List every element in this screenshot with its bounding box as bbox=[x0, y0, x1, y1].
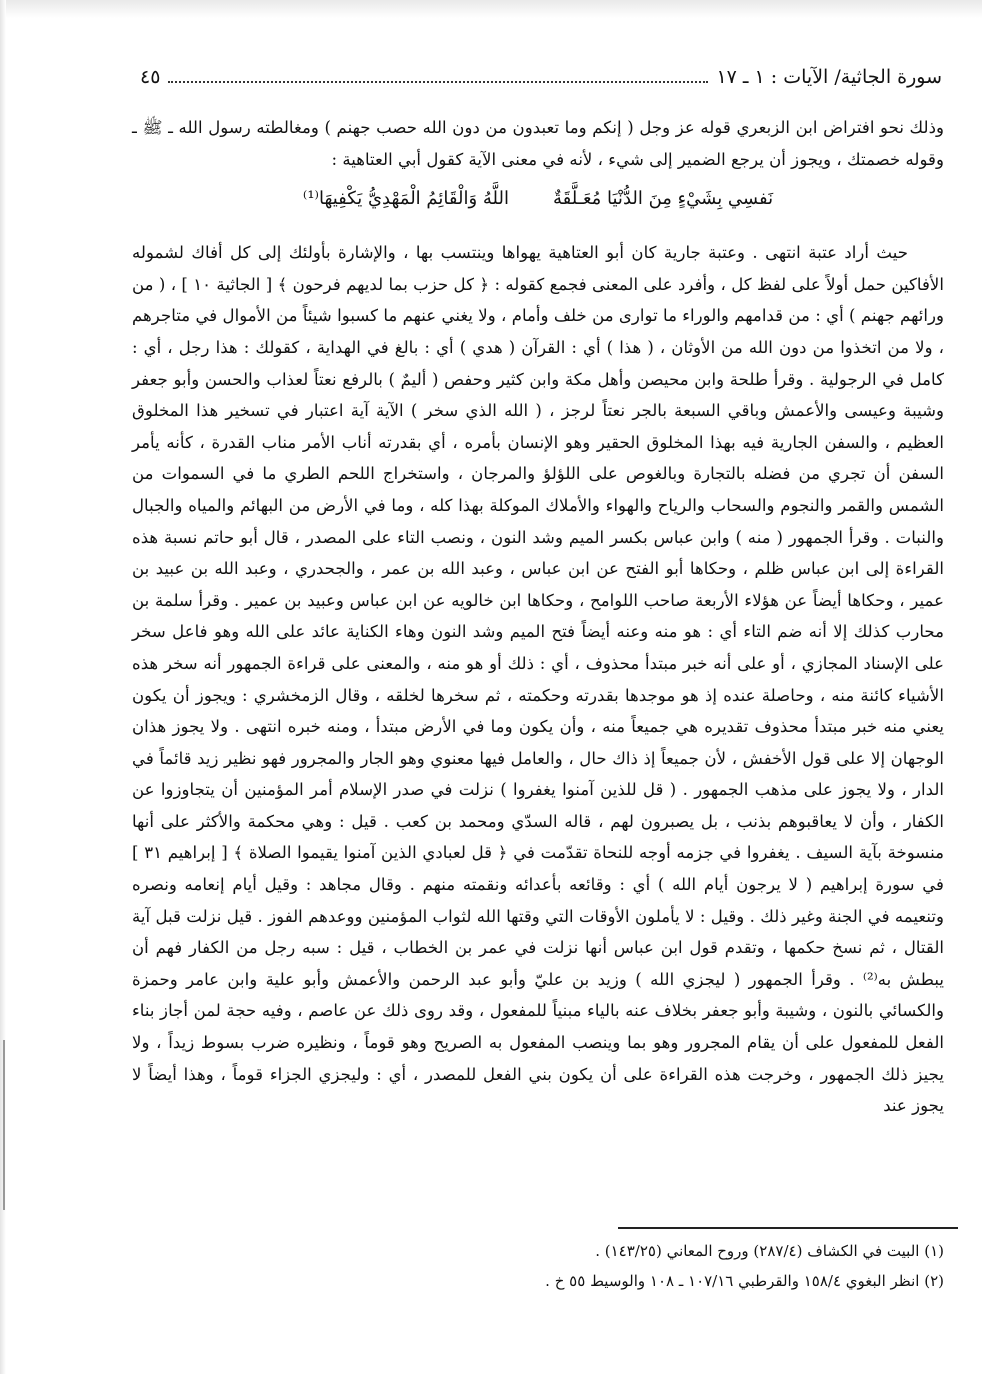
verse-hemistich-second: اللَّهُ وَالْقَائِمُ الْمَهْدِيُّ يَكْفِيهَا⁽¹⁾ bbox=[302, 188, 509, 210]
running-header bbox=[140, 66, 942, 96]
footnote-1: (١) البيت في الكشاف (٢٨٧/٤) وروح المعاني (١٤٣/٢٥) . bbox=[595, 1242, 944, 1260]
footnote-separator bbox=[618, 1227, 958, 1229]
header-title: سورة الجاثية/ الآيات : ١ ـ ١٧ bbox=[716, 66, 942, 88]
verse-hemistich-first: نَفسِي بِشَيْءٍ مِنَ الدُّنْيَا مُعَـلَّقَةٌ bbox=[552, 188, 774, 210]
scan-margin-mark bbox=[3, 1040, 5, 1210]
paragraph-main: حيث أراد عتبة انتهى . وعتبة جارية كان أبو العتاهية يهواها وينتسب بها ، والإشارة بأولئك إلى كل أفاك لشموله الأفاكين حمل أولاً على لفظ كل ، وأفرد على المعنى فجمع كقوله : ﴿ كل حزب بما لديهم فرحون ﴾ [ الجاثية ١٠ ] ، ( من ورائهم جهنم ) أي : من قدامهم والوراء ما توارى من خلف وأمام ، ولا يغني عنهم ما كسبوا شيئاً من الأموال في متاجرهم ، ولا من اتخذوا من دون الله من الأوثان ، ( هذا ) أي : القرآن ( هدي ) أي : بالغ في الهداية ، كقولك : هذا رجل ، أي : كامل في الرجولية . وقرأ طلحة وابن محيصن وأهل مكة وابن كثير وحفص ( أليمٌ ) بالرفع نعتاً لعذاب والحسن وأبو جعفر وشيبة وعيسى والأعمش وباقي السبعة بالجر نعتاً لرجز ، ( الله الذي سخر ) الآية آية اعتبار في تسخير هذا المخلوق العظيم ، والسفن الجارية فيه بهذا المخلوق الحقير وهو الإنسان بأمره ، أي بقدرته أناب الأمر مناب القدرة ، كأنه يأمر السفن أن تجري من فضله بالتجارة وبالغوص على اللؤلؤ والمرجان ، واستخراج اللحم الطري ما في السموات من الشمس والقمر والنجوم والسحاب والرياح والهواء والأملاك الموكلة بهذا كله ، وما في الأرض من البهائم والمياه والجبال والنبات . وقرأ الجمهور ( منه ) وابن عباس بكسر الميم وشد النون ، ونصب التاء على المصدر ، قال أبو حاتم نسبة هذه القراءة إلى ابن عباس ظلم ، وحكاها أبو الفتح عن ابن عباس ، وعبد الله بن عمر ، والجحدري ، وعبد الله بن عبيد بن عمير ، وحكاها أيضاً عن هؤلاء الأربعة صاحب اللوامح ، وحكاها ابن خالويه عن ابن عباس وعبيد بن عمير . وقرأ سلمة بن محارب كذلك إلا أنه ضم التاء أي : هو منه وعنه أيضاً فتح الميم وشد النون وهاء الكناية عائد على الله وهو فاعل سخر على الإسناد المجازي ، أو على أنه خبر مبتدأ محذوف ، أي : ذلك أو هو منه ، والمعنى على قراءة الجمهور أنه سخر هذه الأشياء كائنة منه ، وحاصلة عنده إذ هو موجدها بقدرته وحكمته ، ثم سخرها لخلقه ، وقال الزمخشري : ويجوز أن يكون يعني منه خبر مبتدأ محذوف تقديره هي جميعاً منه ، وأن يكون وما في الأرض مبتدأ ، ومنه خبره انتهى . ولا يجوز هذان الوجهان إلا على قول الأخفش ، لأن جميعاً إذ ذاك حال ، والعامل فيها معنوي وهو الجار والمجرور فهو نظير زيد قائماً في الدار ، ولا يجوز على مذهب الجمهور . ( قل للذين آمنوا يغفروا ) نزلت في صدر الإسلام أمر المؤمنين أن يتجاوزوا عن الكفار ، وأن لا يعاقبوهم بذنب ، بل يصبرون لهم ، قاله السدّي ومحمد بن كعب . قيل : وهي محكمة والأكثر على أنها منسوخة بآية السيف . يغفروا في جزمه أوجه للنحاة تقدّمت في ﴿ قل لعبادي الذين آمنوا يقيموا الصلاة ﴾ [ إبراهيم ٣١ ] في سورة إبراهيم ( لا يرجون أيام الله ) أي : وقائعه بأعدائه ونقمته منهم . وقال مجاهد : وقيل أيام إنعامه ونصره وتنعيمه في الجنة وغير ذلك . وقيل : لا يأملون الأوقات التي وقتها الله لثواب المؤمنين ووعدهم الفوز . قيل نزلت قبل آية القتال ، ثم نسخ حكمها ، وتقدم قول ابن عباس أنها نزلت في عمر بن الخطاب ، قيل : سبه رجل من الكفار فهم أن يبطش به⁽²⁾ . وقرأ الجمهور ( ليجزي الله ) وزيد بن عليّ وأبو عبد الرحمن والأعمش وأبو علية وابن عامر وحمزة والكسائي بالنون ، وشيبة وأبو جعفر بخلاف عنه بالياء مبنياً للمفعول ، وقد روى ذلك عن عاصم ، وفيه حجة لمن أجاز بناء الفعل للمفعول على أن يقام المجرور وهو بما وينصب المفعول به الصريح وهو قوماً ، ونظيره ضرب بسوط زيداً ، ولا يجيز ذلك الجمهور ، وخرجت هذه القراءة على أن يكون بني الفعل للمصدر ، أي : وليجزي الجزاء قوماً ، وهذا أيضاً لا يجوز عند bbox=[132, 243, 945, 1116]
scan-edge-top bbox=[0, 0, 982, 18]
page-number: ٤٥ bbox=[140, 66, 161, 88]
header-dot-leader bbox=[168, 81, 708, 83]
footnotes bbox=[300, 1236, 944, 1296]
paragraph-intro: وذلك نحو افتراض ابن الزبعري قوله عز وجل ( إنكم وما تعبدون من دون الله حصب جهنم ) ومغالطته رسول الله ـ ﷺ ـ وقوله خصمتك ، ويجوز أن يرجع الضمير إلى شيء ، لأنه في معنى الآية كقول أبي العتاهية : bbox=[132, 118, 944, 169]
footnote-2: (٢) انظر البغوي ١٥٨/٤ والقرطبي ١٠٧/١٦ ـ ١٠٨ والوسيط ٥٥ خ . bbox=[545, 1272, 944, 1290]
main-text bbox=[132, 112, 944, 1122]
poetry-verse bbox=[132, 179, 944, 219]
